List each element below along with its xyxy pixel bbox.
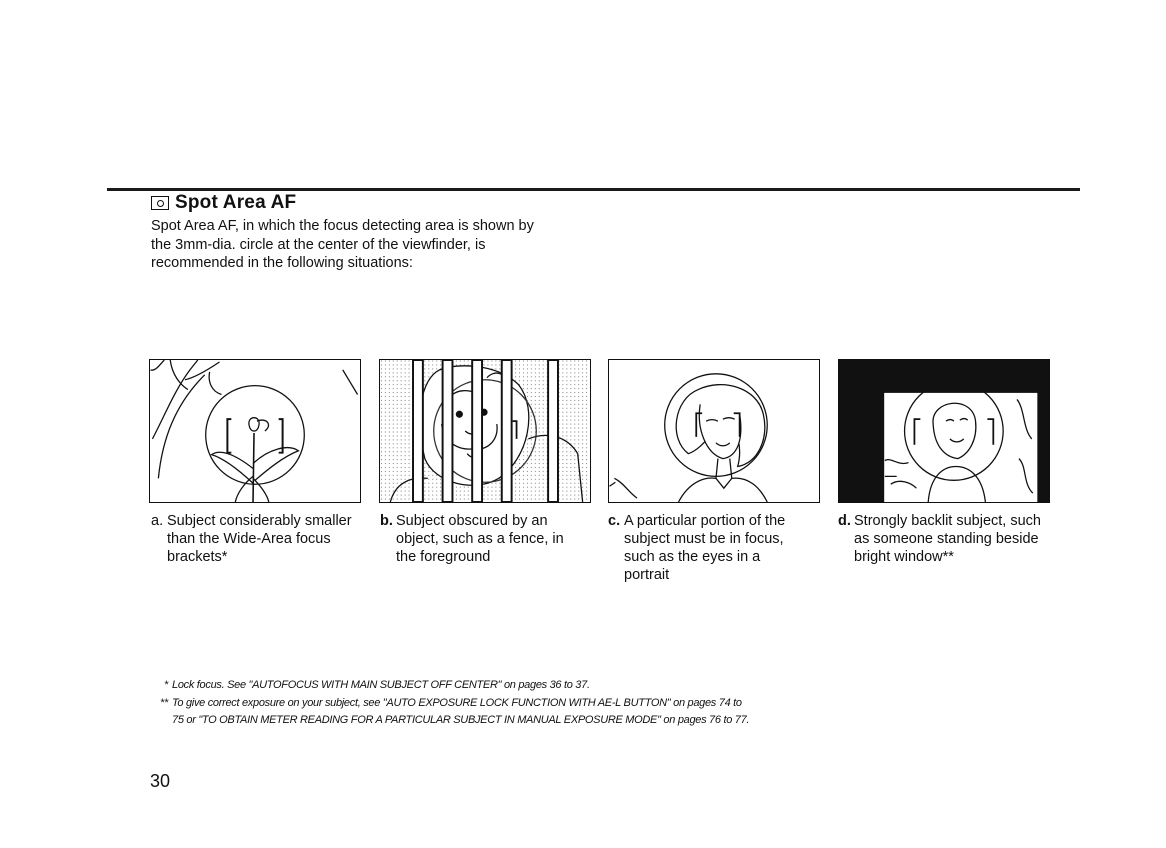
footnote-text: 75 or "TO OBTAIN METER READING FOR A PARTICULAR SUBJECT IN MANUAL EXPOSURE MODE" on pages 76 to 77.: [172, 714, 750, 726]
footnote-line: [148, 712, 749, 730]
caption-text: Strongly backlit subject, such as someone standing beside bright window**: [854, 513, 1041, 565]
section-title: Spot Area AF: [175, 192, 297, 213]
footnote-mark: **: [160, 696, 168, 709]
caption-letter: b.: [380, 513, 393, 529]
caption-letter: d.: [838, 513, 851, 529]
footnote-text: Lock focus. See "AUTOFOCUS WITH MAIN SUBJECT OFF CENTER" on pages 36 to 37.: [172, 679, 590, 691]
spot-area-af-icon: [151, 196, 169, 210]
backlit-subject-illustration: [838, 359, 1050, 503]
footnote-text: To give correct exposure on your subject, see "AUTO EXPOSURE LOCK FUNCTION WITH AE-L BUTTON" on pages 74 to: [172, 696, 742, 709]
caption-letter: c.: [608, 513, 621, 529]
caption-text: A particular portion of the subject must be in focus, such as the eyes in a portrait: [624, 513, 786, 583]
caption-text: Subject obscured by an object, such as a fence, in the foreground: [396, 513, 564, 565]
situation-caption-d: [838, 512, 1063, 566]
footnotes: [148, 677, 749, 730]
caption-text: Subject considerably smaller than the Wide-Area focus brackets*: [167, 513, 352, 565]
intro-paragraph: [151, 217, 581, 273]
footnote-line: [148, 695, 749, 713]
portrait-illustration: [608, 359, 820, 503]
footnote-mark: *: [164, 679, 168, 691]
lion-behind-bars-illustration: [379, 359, 591, 503]
flower-illustration: [149, 359, 361, 503]
situation-caption-b: [380, 512, 605, 566]
page-number: 30: [150, 771, 171, 791]
intro-line: the 3mm-dia. circle at the center of the viewfinder, is: [151, 236, 486, 253]
intro-line: recommended in the following situations:: [151, 255, 413, 271]
section-heading: [151, 192, 296, 214]
footnote-line: [148, 677, 749, 695]
top-rule: [107, 188, 1080, 191]
situation-caption-c: [608, 512, 833, 584]
caption-letter: a.: [151, 513, 164, 529]
situation-caption-a: [151, 512, 376, 566]
intro-line: Spot Area AF, in which the focus detecting area is shown by: [151, 218, 534, 234]
